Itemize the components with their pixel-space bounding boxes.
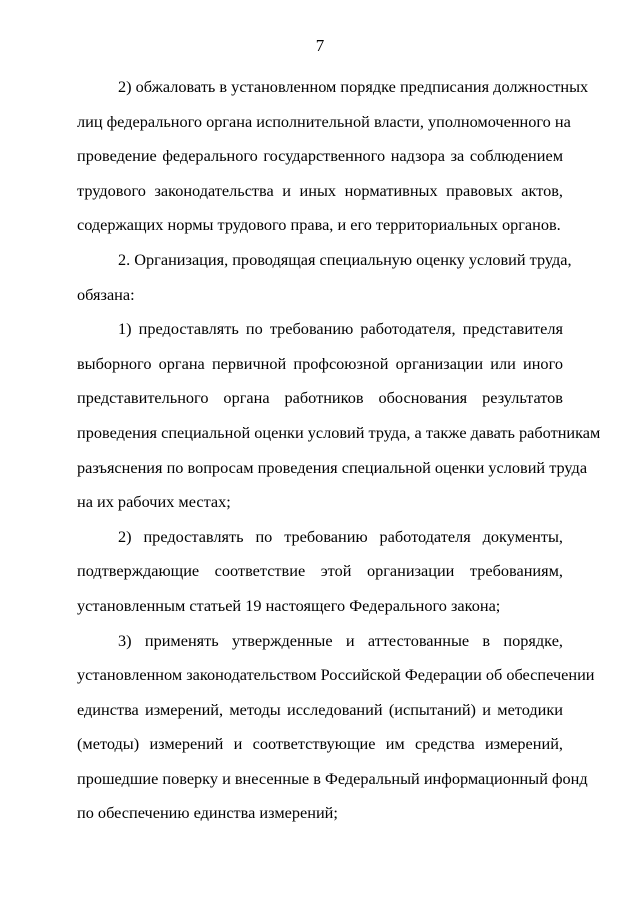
text-line: лиц федерального органа исполнительной власти, уполномоченного на — [77, 111, 571, 131]
text-line: обязана: — [77, 284, 135, 304]
text-line: выборного органа первичной профсоюзной организации или иного — [77, 353, 563, 373]
paragraph-item-1 — [77, 312, 601, 520]
text-line: 2) предоставлять по требованию работодателя документы, — [118, 526, 563, 546]
text-line: проведения специальной оценки условий труда, а также давать работникам — [77, 422, 601, 442]
text-line: представительного органа работников обоснования результатов — [77, 388, 563, 408]
text-line: установленном законодательством Российской Федерации об обеспечении — [77, 665, 595, 685]
paragraph-appeal-right — [77, 70, 589, 243]
text-line: установленным статьей 19 настоящего Федерального закона; — [77, 595, 501, 615]
paragraph-item-3 — [77, 624, 595, 832]
text-line: проведение федерального государственного надзора за соблюдением — [77, 146, 563, 166]
text-line: прошедшие поверку и внесенные в Федеральный информационный фонд — [77, 768, 588, 788]
text-line: на их рабочих местах; — [77, 492, 231, 512]
page-number: 7 — [315, 36, 325, 55]
paragraph-item-2 — [77, 520, 563, 624]
text-line: 2. Организация, проводящая специальную оценку условий труда, — [118, 249, 572, 269]
text-line: 1) предоставлять по требованию работодателя, представителя — [118, 319, 563, 339]
text-line: содержащих нормы трудового права, и его территориальных органов. — [77, 215, 561, 235]
text-line: разъяснения по вопросам проведения специальной оценки условий труда — [77, 457, 588, 477]
text-line: единства измерений, методы исследований (испытаний) и методики — [77, 699, 563, 719]
text-line: по обеспечению единства измерений; — [77, 803, 338, 823]
text-line: 3) применять утвержденные и аттестованные в порядке, — [118, 630, 563, 650]
document-body — [77, 70, 601, 831]
text-line: подтверждающие соответствие этой организации требованиям, — [77, 561, 563, 581]
paragraph-organization-obligations — [77, 243, 572, 312]
text-line: (методы) измерений и соответствующие им средства измерений, — [77, 734, 563, 754]
text-line: 2) обжаловать в установленном порядке предписания должностных — [118, 77, 589, 96]
text-line: трудового законодательства и иных нормативных правовых актов, — [77, 180, 563, 200]
